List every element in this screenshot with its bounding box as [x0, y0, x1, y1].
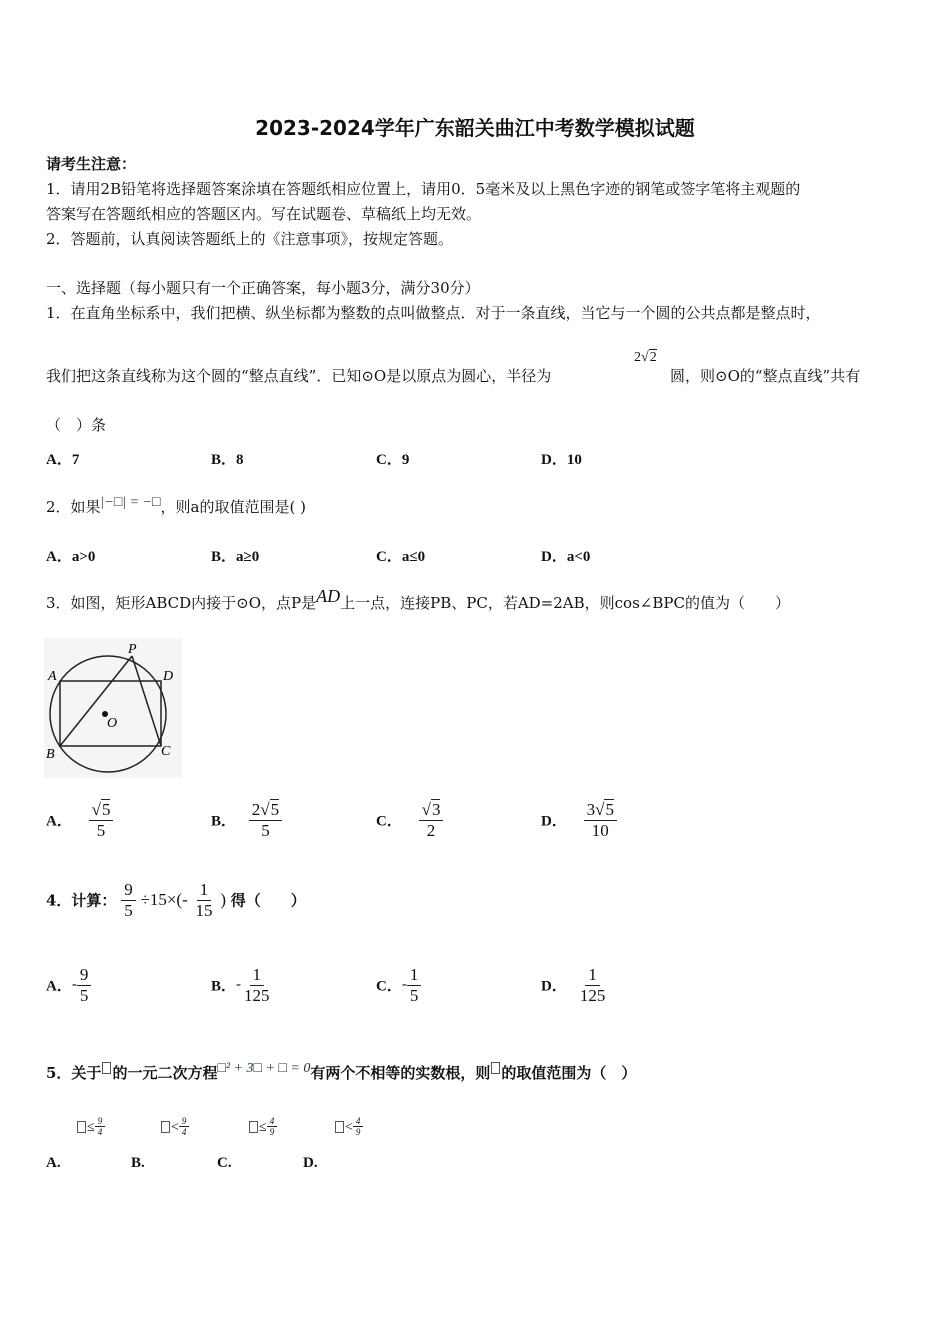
label-c: C	[161, 744, 171, 759]
q3-option-b[interactable]: B． $\frac{2√5}{5}$	[211, 800, 282, 840]
q2-option-c[interactable]: C．a≤0	[376, 549, 426, 565]
q1-option-b[interactable]: B．8	[211, 452, 244, 468]
q5-option-c[interactable]: C.	[217, 1155, 232, 1171]
q2-option-a[interactable]: A．a>0	[46, 549, 96, 565]
q2-formula: |−□| = −□	[100, 495, 161, 510]
q1-option-d[interactable]: D．10	[541, 452, 582, 468]
q3-option-a[interactable]: A． $\frac{√5}{5}$	[46, 800, 113, 840]
q5-option-d[interactable]: D.	[303, 1155, 318, 1171]
notice-line-1a: 1．请用2B铅笔将选择题答案涂填在答题纸相应位置上，请用0．5毫米及以上黑色字迹的钢笔或签字笔将主观题的	[46, 180, 801, 198]
q1-line-3: （ ）条	[46, 416, 107, 434]
page-title: 2023-2024学年广东韶关曲江中考数学模拟试题	[255, 116, 695, 140]
q4-mid: ÷15×(-	[140, 890, 188, 910]
q5-option-b-formula: < $\frac{9}{4}$	[160, 1116, 189, 1138]
q1-line-2a: 我们把这条直线称为这个圆的“整点直线”．已知⊙O是以原点为圆心，半径为	[46, 367, 552, 385]
q2-option-d[interactable]: D．a<0	[541, 549, 591, 565]
q1-line-2	[46, 365, 551, 386]
q5-var-placeholder	[102, 1062, 111, 1074]
q5-suffix: 的取值范围为（ ）	[501, 1064, 637, 1082]
q3-option-d[interactable]: D． $\frac{3√5}{10}$	[541, 800, 617, 840]
q5-option-c-formula: ≤ $\frac{4}{9}$	[248, 1116, 277, 1138]
q5-option-a[interactable]: A.	[46, 1155, 61, 1171]
q2-suffix: ，则a的取值范围是( )	[160, 498, 306, 516]
q1-radius-rad: 2	[649, 350, 657, 365]
q2-option-b[interactable]: B．a≥0	[211, 549, 260, 565]
q5-param-placeholder	[491, 1062, 500, 1074]
q1-radius-coef: 2	[634, 350, 641, 365]
label-b: B	[46, 747, 55, 762]
q1-option-a[interactable]: A．7	[46, 452, 80, 468]
q3-stem	[46, 586, 790, 613]
label-o: O	[107, 716, 118, 731]
notice-heading: 请考生注意：	[46, 155, 137, 173]
label-a: A	[48, 669, 57, 684]
q3-option-c[interactable]: C． $\frac{√3}{2}$	[376, 800, 443, 840]
notice-line-1b: 答案写在答题纸相应的答题区内。写在试题卷、草稿纸上均无效。	[46, 205, 482, 223]
q3-arc: AD	[316, 586, 341, 606]
q5-option-a-formula: ≤ $\frac{9}{4}$	[76, 1116, 105, 1138]
q5-option-b[interactable]: B.	[131, 1155, 145, 1171]
q4-suffix: 得（ ）	[230, 891, 306, 910]
q5-stem	[46, 1062, 636, 1083]
q5-equation: □² + 3□ + □ = 0	[217, 1061, 311, 1076]
q5-mid1: 的一元二次方程	[112, 1064, 218, 1082]
section-heading: 一、选择题（每小题只有一个正确答案，每小题3分，满分30分）	[46, 279, 480, 297]
label-p: P	[128, 642, 137, 657]
q1-line-2b: 圆，则⊙O的“整点直线”共有	[670, 367, 861, 385]
q3-suffix: 上一点，连接PB、PC，若AD=2AB，则cos∠BPC的值为（ ）	[340, 594, 790, 612]
q5-prefix: 5．关于	[46, 1064, 102, 1082]
q3-figure	[44, 638, 182, 778]
q4-option-a[interactable]: A．- $\frac{9}{5}$	[46, 965, 91, 1005]
q5-mid2: 有两个不相等的实数根，则	[310, 1064, 491, 1082]
q4-fraction-1: $\frac{9}{5}$	[121, 880, 136, 920]
q4-prefix: 4．计算：	[46, 891, 117, 910]
q4-stem: 4．计算： $\frac{9}{5}$ ÷15×(- $\frac{1}{15}$ ) 得（ ）	[46, 880, 306, 920]
q4-option-c[interactable]: C．- $\frac{1}{5}$	[376, 965, 421, 1005]
q2-stem	[46, 496, 306, 517]
q5-option-d-formula: < $\frac{4}{9}$	[334, 1116, 363, 1138]
q4-option-d[interactable]: D． $\frac{1}{125}$	[541, 965, 606, 1005]
q3-prefix: 3．如图，矩形ABCD内接于⊙O，点P是	[46, 594, 317, 612]
q1-line-1: 1．在直角坐标系中，我们把横、纵坐标都为整数的点叫做整点．对于一条直线，当它与一个圆的公共点都是整点时，	[46, 304, 821, 322]
q1-option-c[interactable]: C．9	[376, 452, 410, 468]
q4-option-b[interactable]: B．- $\frac{1}{125}$	[211, 965, 270, 1005]
q4-fraction-2: $\frac{1}{15}$	[195, 880, 213, 920]
label-d: D	[163, 669, 174, 684]
q1-radius: 2√2	[634, 350, 657, 365]
q2-prefix: 2．如果	[46, 498, 101, 516]
notice-line-2: 2．答题前，认真阅读答题纸上的《注意事项》，按规定答题。	[46, 230, 454, 248]
